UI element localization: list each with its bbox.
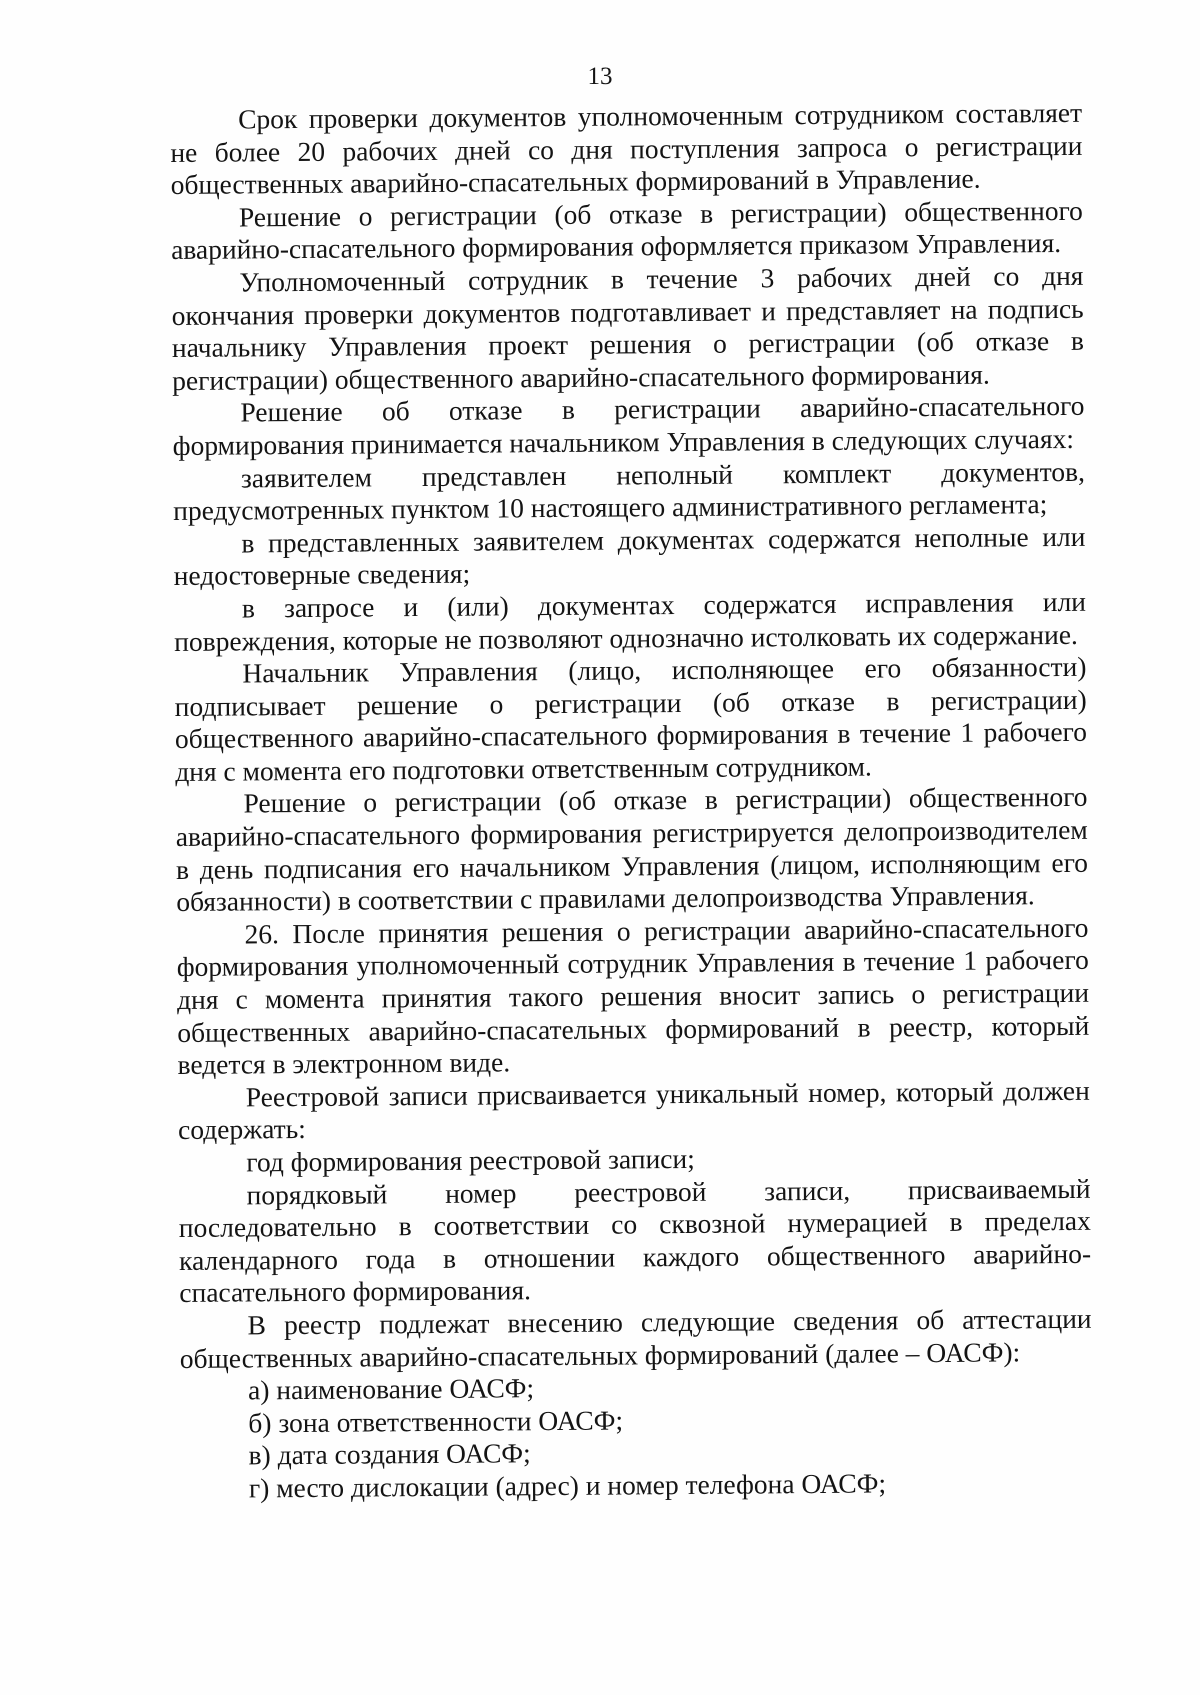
paragraph: Срок проверки документов уполномоченным сотрудником составляет не более 20 рабочих дней со дня поступления запроса о регистрации общественных аварийно-спасательных формирований в Управление. [170, 96, 1083, 201]
paragraph: в представленных заявителем документах содержатся неполные или недостоверные сведения; [173, 520, 1086, 592]
paragraph: Реестровой записи присваивается уникальный номер, который должен содержать: [177, 1074, 1090, 1146]
list-item: а) наименование ОАСФ; [247, 1372, 535, 1406]
paragraph: заявителем представлен неполный комплект документов, предусмотренных пунктом 10 настоящего административного регламента; [173, 455, 1086, 527]
paragraph: Уполномоченный сотрудник в течение 3 рабочих дней со дня окончания проверки документов подготавливает и представляет на подпись начальнику Управления проект решения о регистрации (об отказе в регистрации) общественного аварийно-спасательного формирования. [171, 259, 1085, 396]
paragraph: год формирования реестровой записи; [246, 1142, 695, 1178]
list-item: в) дата создания ОАСФ; [248, 1437, 531, 1471]
paragraph: 26. После принятия решения о регистрации аварийно-спасательного формирования уполномоченный сотрудник Управления в течение 1 рабочего дня с момента принятия такого решения вносит запись о регистрации общественных аварийно-спасательных формирований в реестр, который ведется в электронном виде. [176, 911, 1090, 1081]
paragraph: Начальник Управления (лицо, исполняющее его обязанности) подписывает решение о регистрации (об отказе в регистрации) общественного аварийно-спасательного формирования в течение 1 рабочего дня с момента его подготовки ответственным сотрудником. [174, 650, 1088, 787]
list-item: б) зона ответственности ОАСФ; [248, 1404, 624, 1439]
paragraph: в запросе и (или) документах содержатся исправления или повреждения, которые не позволяют однозначно истолковать их содержание. [174, 585, 1087, 657]
document-body [170, 97, 1093, 1506]
paragraph: В реестр подлежат внесению следующие сведения об аттестации общественных аварийно-спасательных формирований (далее – ОАСФ): [179, 1302, 1092, 1374]
page-number: 13 [587, 63, 613, 90]
paragraph: Решение об отказе в регистрации аварийно-спасательного формирования принимается начальником Управления в следующих случаях: [172, 390, 1085, 461]
paragraph: порядковый номер реестровой записи, присваиваемый последовательно в соответствии со сквозной нумерацией в пределах календарного года в отношении каждого общественного аварийно-спасательного формирования. [178, 1172, 1092, 1309]
paragraph: Решение о регистрации (об отказе в регистрации) общественного аварийно-спасательного формирования оформляется приказом Управления. [171, 194, 1083, 266]
paragraph: Решение о регистрации (об отказе в регистрации) общественного аварийно-спасательного формирования регистрируется делопроизводителем в день подписания его начальником Управления (лицом, исполняющим его обязанности) в соответствии с правилами делопроизводства Управления. [175, 781, 1089, 918]
list-item: г) место дислокации (адрес) и номер телефона ОАСФ; [248, 1467, 887, 1504]
